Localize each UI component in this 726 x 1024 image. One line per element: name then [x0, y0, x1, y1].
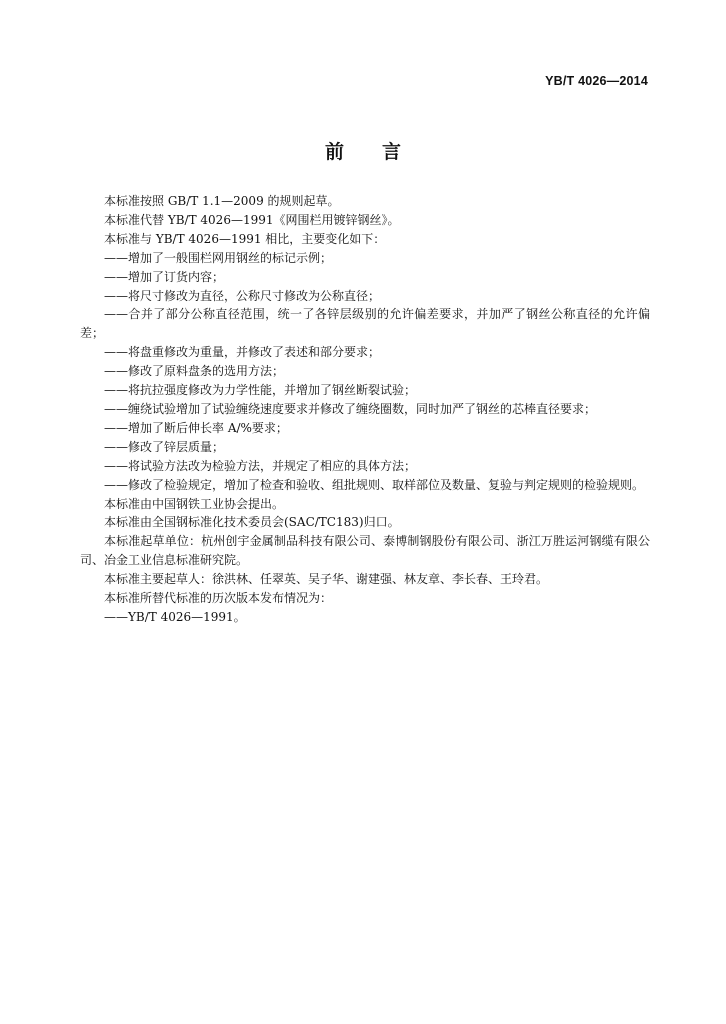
change-item: ——修改了原料盘条的选用方法；	[104, 364, 285, 379]
change-item: ——将试验方法改为检验方法，并规定了相应的具体方法；	[104, 458, 417, 473]
change-item: ——合并了部分公称直径范围，统一了各锌层级别的允许偏差要求，并加严了钢丝公称直径的允许偏差；	[80, 307, 650, 341]
page-title: 前言	[324, 141, 439, 163]
foreword-body	[80, 192, 650, 627]
change-item: ——将盘重修改为重量，并修改了表述和部分要求；	[104, 345, 381, 360]
paragraph-technical-committee: 本标准由全国钢标准化技术委员会(SAC/TC183)归口。	[104, 515, 400, 530]
paragraph-history-intro: 本标准所替代标准的历次版本发布情况为：	[104, 591, 333, 606]
paragraph-drafters: 本标准主要起草人：徐洪林、任翠英、吴子华、谢建强、林友章、李长春、王玲君。	[104, 572, 549, 587]
change-item: ——修改了检验规定，增加了检查和验收、组批规则、取样部位及数量、复验与判定规则的检验规则。	[104, 477, 645, 492]
change-item: ——缠绕试验增加了试验缠绕速度要求并修改了缠绕圈数，同时加严了钢丝的芯棒直径要求；	[104, 401, 597, 416]
change-item: ——增加了一般围栏网用钢丝的标记示例；	[104, 250, 333, 265]
paragraph-replaces: 本标准代替 YB/T 4026—1991《网围栏用镀锌钢丝》。	[104, 212, 400, 227]
paragraph-drafting-units: 本标准起草单位：杭州创宇金属制品科技有限公司、泰博制钢股份有限公司、浙江万胜运河钢缆有限公司、冶金工业信息标准研究院。	[80, 534, 650, 568]
paragraph-proposer: 本标准由中国钢铁工业协会提出。	[104, 496, 285, 511]
change-item: ——增加了断后伸长率 A/%要求；	[104, 420, 288, 435]
paragraph-drafting-rule: 本标准按照 GB/T 1.1—2009 的规则起草。	[104, 194, 340, 208]
change-item: ——增加了订货内容；	[104, 269, 225, 284]
paragraph-changes-intro: 本标准与 YB/T 4026—1991 相比，主要变化如下：	[104, 231, 386, 246]
standard-code: YB/T 4026—2014	[545, 74, 648, 88]
change-item: ——将尺寸修改为直径，公称尺寸修改为公称直径；	[104, 288, 381, 303]
change-item: ——将抗拉强度修改为力学性能，并增加了钢丝断裂试验；	[104, 383, 417, 398]
history-item: ——YB/T 4026—1991。	[104, 609, 246, 624]
change-item: ——修改了锌层质量；	[104, 439, 225, 454]
